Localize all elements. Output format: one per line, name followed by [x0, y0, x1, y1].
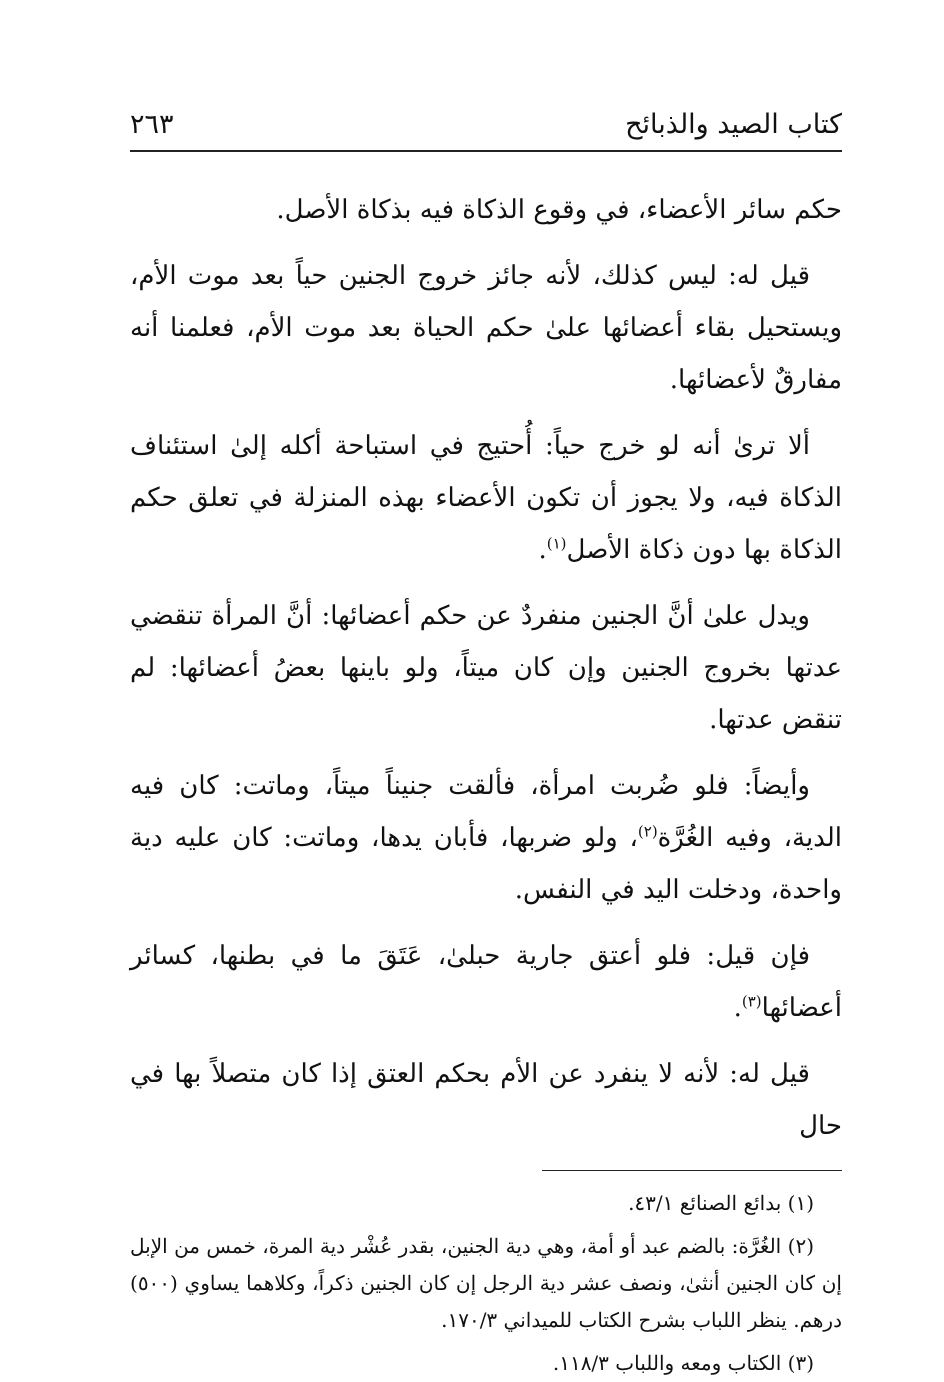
paragraph-text-end: . — [733, 993, 742, 1023]
paragraph-text: فإن قيل: فلو أعتق جارية حبلىٰ، عَتَقَ ما في بطنها، كسائر أعضائها — [130, 941, 842, 1023]
paragraph — [130, 590, 842, 746]
paragraph-text: ألا ترىٰ أنه لو خرج حياً: أُحتيج في استباحة أكله إلىٰ استئناف الذكاة فيه، ولا يجوز أن تكون الأعضاء بهذه المنزلة في تعلق حكم الذكاة بها دون ذكاة الأصل — [130, 431, 842, 565]
footnote-divider — [542, 1170, 842, 1171]
footnote: (٢) الغُرَّة: بالضم عبد أو أمة، وهي دية الجنين، بقدر عُشْر دية المرة، خمس من الإبل إن كان الجنين أنثىٰ، ونصف عشر دية الرجل إن كان الجنين ذكراً، وكلاهما يساوي (٥٠٠) درهم. ينظر اللباب بشرح الكتاب للميداني ١٧٠/٣. — [130, 1234, 842, 1332]
paragraph-text: حكم سائر الأعضاء، في وقوع الذكاة فيه بذكاة الأصل. — [276, 195, 842, 225]
paragraph — [130, 420, 842, 576]
footnote-reference: (١) — [546, 534, 567, 553]
page-number: ٢٦٣ — [130, 109, 174, 140]
paragraph-text: وأيضاً: فلو ضُربت امرأة، فألقت جنيناً ميتاً، وماتت: كان فيه الدية، وفيه الغُرَّة — [130, 771, 842, 853]
paragraph — [130, 184, 842, 236]
paragraph — [130, 1048, 842, 1152]
footnote-reference: (٢) — [637, 822, 658, 841]
footnote-reference: (٣) — [741, 992, 762, 1011]
footnotes — [130, 1185, 842, 1382]
paragraph — [130, 930, 842, 1034]
paragraph — [130, 760, 842, 916]
book-page — [130, 100, 842, 1375]
footnote: (١) بدائع الصنائع ٤٣/١. — [628, 1191, 814, 1215]
chapter-title: كتاب الصيد والذبائح — [625, 109, 842, 140]
main-text — [130, 184, 842, 1152]
paragraph-text-end: . — [538, 535, 547, 565]
running-header — [130, 100, 842, 152]
paragraph-text: قيل له: لأنه لا ينفرد عن الأم بحكم العتق إذا كان متصلاً بها في حال — [130, 1059, 842, 1141]
paragraph-text-end: ، ولو ضربها، فأبان يدها، وماتت: كان عليه دية واحدة، ودخلت اليد في النفس. — [130, 823, 842, 905]
footnote: (٣) الكتاب ومعه واللباب ١١٨/٣. — [552, 1351, 814, 1375]
paragraph — [130, 250, 842, 406]
paragraph-text: ويدل علىٰ أنَّ الجنين منفردٌ عن حكم أعضائها: أنَّ المرأة تنقضي عدتها بخروج الجنين وإن كان ميتاً، ولو باينها بعضُ أعضائها: لم تنقض عدتها. — [130, 601, 842, 735]
paragraph-text: قيل له: ليس كذلك، لأنه جائز خروج الجنين حياً بعد موت الأم، ويستحيل بقاء أعضائها علىٰ حكم الحياة بعد موت الأم، فعلمنا أنه مفارقٌ لأعضائها. — [130, 261, 842, 395]
